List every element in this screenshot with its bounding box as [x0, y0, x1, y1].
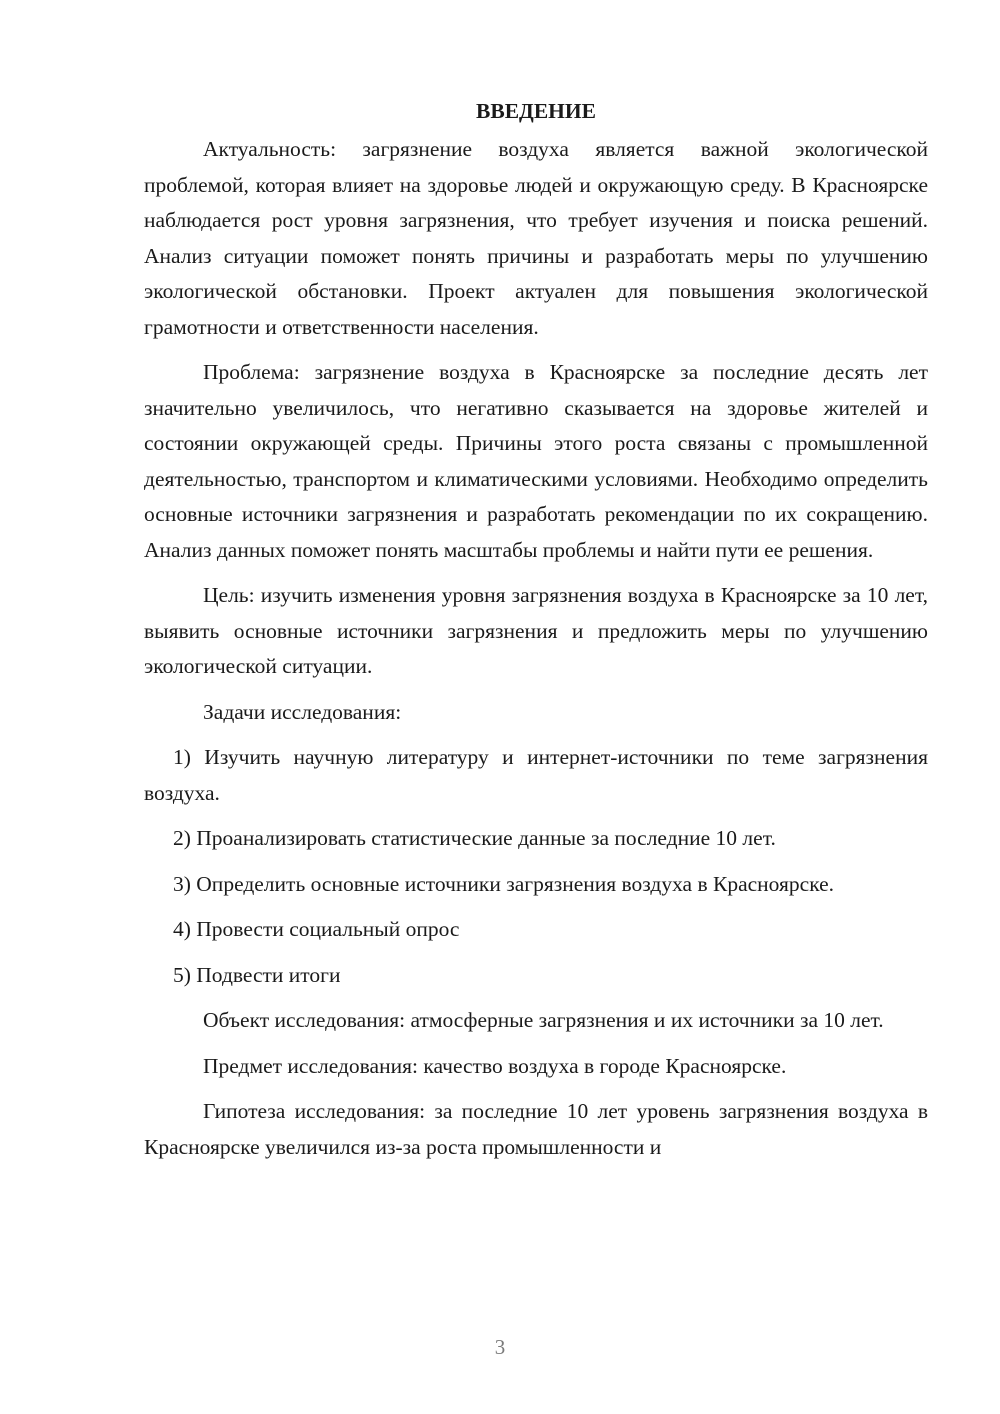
problem-paragraph: Проблема: загрязнение воздуха в Красноярске за последние десять лет значительно увеличилось, что негативно сказывается на здоровье жителей и состоянии окружающей среды. Причины этого роста связаны с промышленной деятельностью, транспортом и климатическими условиями. Необходимо определить основные источники загрязнения и разработать рекомендации по их сокращению. Анализ данных поможет понять масштабы проблемы и найти пути ее решения. — [144, 360, 928, 562]
tasks-title: Задачи исследования: — [203, 699, 402, 724]
task-item: 5) Подвести итоги — [173, 962, 341, 987]
task-item: 1) Изучить научную литературу и интернет-источники по теме загрязнения воздуха. — [144, 745, 928, 805]
task-item: 3) Определить основные источники загрязнения воздуха в Красноярске. — [173, 871, 835, 896]
hypothesis-paragraph: Гипотеза исследования: за последние 10 лет уровень загрязнения воздуха в Красноярске увеличился из-за роста промышленности и — [144, 1099, 928, 1159]
section-heading: ВВЕДЕНИЕ — [476, 99, 596, 123]
task-item: 2) Проанализировать статистические данные за последние 10 лет. — [173, 826, 776, 850]
page-number: 3 — [494, 1335, 506, 1359]
task-item: 4) Провести социальный опрос — [173, 917, 460, 941]
page-content — [144, 92, 928, 1165]
goal-paragraph: Цель: изучить изменения уровня загрязнения воздуха в Красноярске за 10 лет, выявить основные источники загрязнения и предложить меры по улучшению экологической ситуации. — [144, 583, 928, 678]
object-paragraph: Объект исследования: атмосферные загрязнения и их источники за 10 лет. — [203, 1008, 884, 1032]
relevance-paragraph: Актуальность: загрязнение воздуха является важной экологической проблемой, которая влияет на здоровье людей и окружающую среду. В Красноярске наблюдается рост уровня загрязнения, что требует изучения и поиска решений. Анализ ситуации поможет понять причины и разработать меры по улучшению экологической обстановки. Проект актуален для повышения экологической грамотности и ответственности населения. — [144, 137, 928, 339]
subject-paragraph: Предмет исследования: качество воздуха в городе Красноярске. — [203, 1053, 787, 1078]
